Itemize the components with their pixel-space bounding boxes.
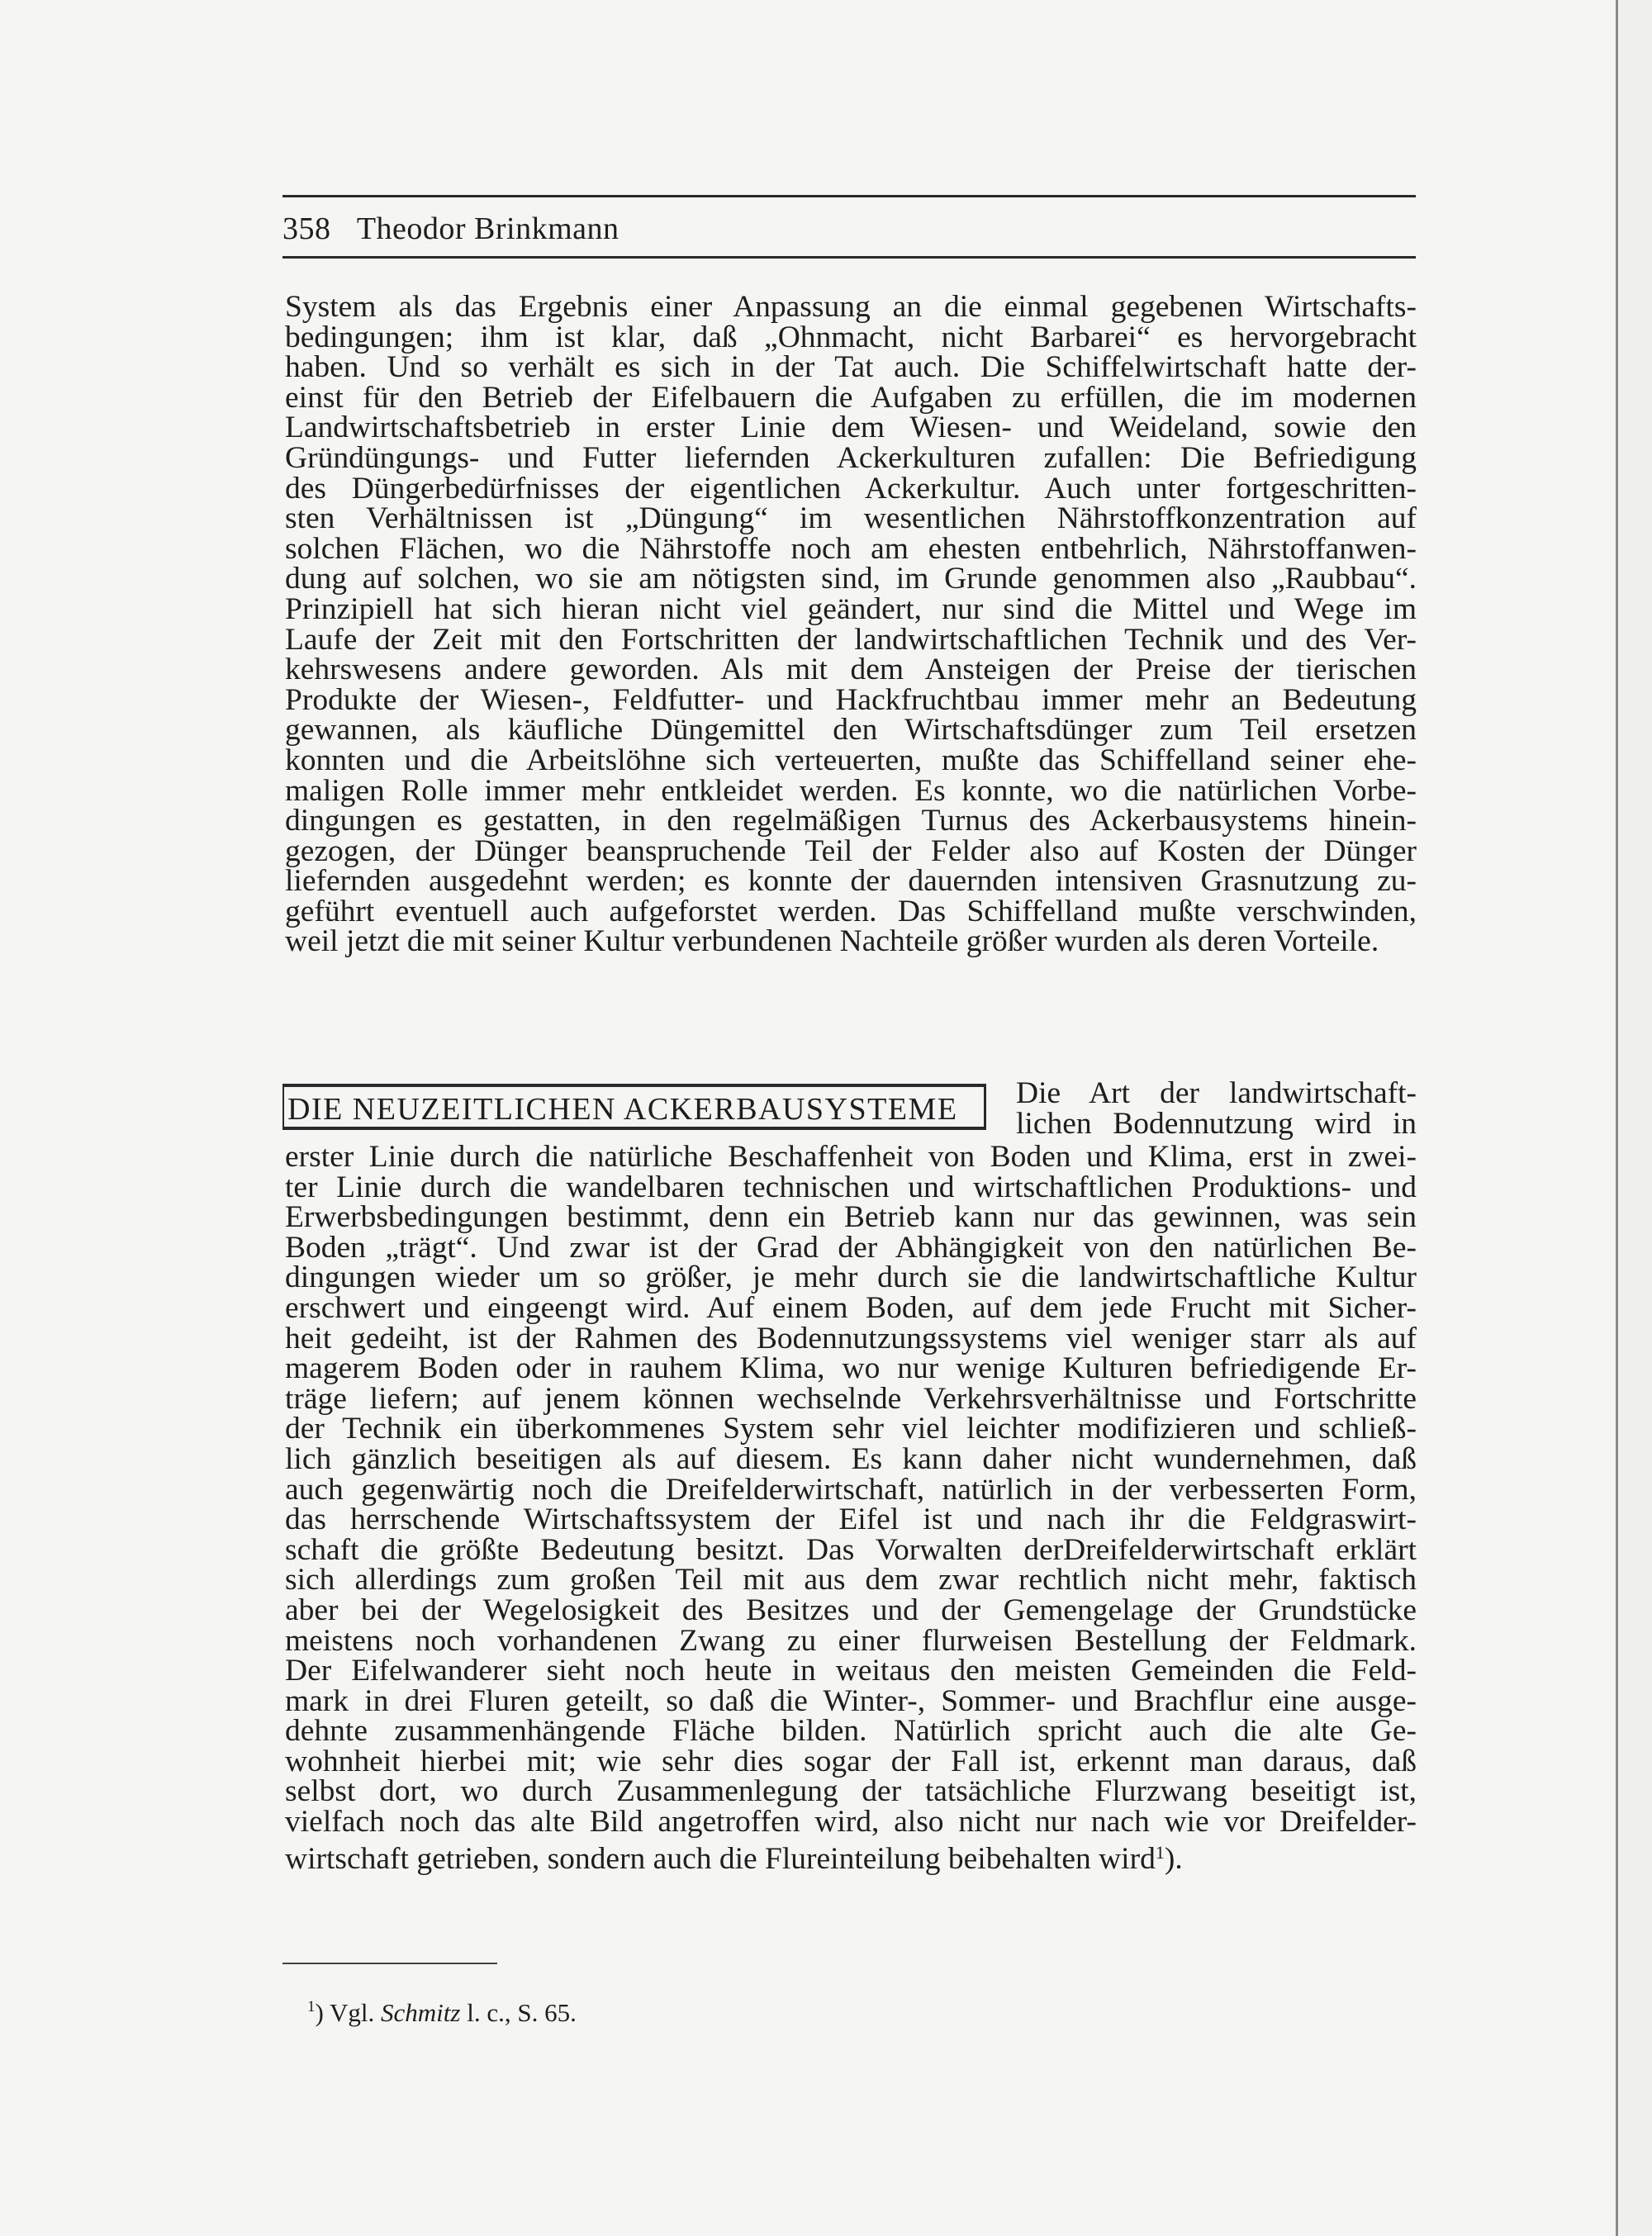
text-line: haben. Und so verhält es sich in der Tat auch. Die Schiffelwirtschaft hatte der-: [285, 350, 1417, 385]
text-line: auch gegenwärtig noch die Dreifelderwirtschaft, natürlich in der verbesserten Form,: [285, 1472, 1417, 1507]
text-line: Erwerbsbedingungen bestimmt, denn ein Betrieb kann nur das gewinnen, was sein: [285, 1200, 1417, 1235]
text-line: ter Linie durch die wandelbaren technischen und wirtschaftlichen Produktions- und: [285, 1170, 1417, 1204]
text-line: bedingungen; ihm ist klar, daß „Ohnmacht, nicht Barbarei“ es hervorgebracht: [285, 320, 1417, 354]
text-line: dingungen es gestatten, in den regelmäßigen Turnus des Ackerbausystems hinein-: [285, 804, 1417, 838]
running-title: Theodor Brinkmann: [356, 211, 620, 246]
footnote-prefix: ) Vgl.: [315, 1998, 382, 2027]
text-line: des Düngerbedürfnisses der eigentlichen Ackerkultur. Auch unter fortgeschritten-: [285, 471, 1417, 506]
footnote-reference: 1: [1155, 1841, 1165, 1863]
section-heading: DIE NEUZEITLICHEN ACKERBAUSYSTEME: [287, 1092, 958, 1127]
footnote-marker: 1: [307, 1998, 316, 2015]
final-line-end: ).: [1164, 1841, 1183, 1876]
text-line: dingungen wieder um so größer, je mehr durch sie die landwirtschaftliche Kultur: [285, 1260, 1417, 1295]
text-line: kehrswesens andere geworden. Als mit dem Ansteigen der Preise der tierischen: [285, 653, 1417, 687]
footnote-rule: [282, 1963, 497, 1964]
text-line: System als das Ergebnis einer Anpassung an die einmal gegebenen Wirtschafts-: [285, 290, 1417, 324]
text-line: wohnheit hierbei mit; wie sehr dies sogar der Fall ist, erkennt man daraus, daß: [285, 1744, 1417, 1778]
page-number: 358: [282, 211, 331, 246]
text-line: der Technik ein überkommenes System sehr viel leichter modifizieren und schließ-: [285, 1412, 1417, 1446]
footnote-suffix: l. c., S. 65.: [460, 1998, 577, 2027]
header-rule-bottom: [282, 256, 1416, 259]
final-line-text: wirtschaft getrieben, sondern auch die Flureinteilung beibehalten wird: [285, 1841, 1156, 1876]
text-line: mark in drei Fluren geteilt, so daß die Winter-, Sommer- und Brachflur eine ausge-: [285, 1683, 1417, 1718]
text-line: lich gänzlich beseitigen als auf diesem. Es kann daher nicht wundernehmen, daß: [285, 1441, 1417, 1476]
text-line: gezogen, der Dünger beanspruchende Teil der Felder also auf Kosten der Dünger: [285, 833, 1417, 868]
adjacent-page-margin: [1618, 0, 1652, 2236]
text-line: schaft die größte Bedeutung besitzt. Das Vorwalten derDreifelderwirtschaft erklärt: [285, 1532, 1417, 1567]
page-edge: [1616, 0, 1618, 2236]
text-line: Laufe der Zeit mit den Fortschritten der landwirtschaftlichen Technik und des Ver-: [285, 622, 1417, 657]
paragraph-ackerbausysteme: [285, 1140, 1417, 1876]
header-rule-top: [282, 195, 1416, 197]
text-line: maligen Rolle immer mehr entkleidet werden. Es konnte, wo die natürlichen Vorbe-: [285, 773, 1417, 808]
text-line: liefernden ausgedehnt werden; es konnte der dauernden intensiven Grasnutzung zu-: [285, 864, 1417, 899]
text-line: träge liefern; auf jenem können wechselnde Verkehrsverhältnisse und Fortschritte: [285, 1381, 1417, 1416]
text-line: weil jetzt die mit seiner Kultur verbundenen Nachteile größer wurden als deren Vorteile.: [285, 924, 1379, 959]
text-line: vielfach noch das alte Bild angetroffen wird, also nicht nur nach wie vor Dreifelder-: [285, 1805, 1417, 1840]
text-line: Gründüngungs- und Futter liefernden Ackerkulturen zufallen: Die Befriedigung: [285, 440, 1417, 475]
running-head: [282, 208, 620, 249]
section-heading-row: [282, 1076, 1417, 1145]
text-line: einst für den Betrieb der Eifelbauern die Aufgaben zu erfüllen, die im modernen: [285, 380, 1417, 415]
text-line: sich allerdings zum großen Teil mit aus dem zwar rechtlich nicht mehr, faktisch: [285, 1563, 1417, 1597]
text-line: Produkte der Wiesen-, Feldfutter- und Hackfruchtbau immer mehr an Bedeutung: [285, 682, 1417, 717]
text-line: heit gedeiht, ist der Rahmen des Bodennutzungssystems viel weniger starr als auf: [285, 1321, 1417, 1355]
text-line: erschwert und eingeengt wird. Auf einem Boden, auf dem jede Frucht mit Sicher-: [285, 1290, 1417, 1325]
text-line: konnten und die Arbeitslöhne sich verteuerten, mußte das Schiffelland seiner ehe-: [285, 743, 1417, 777]
text-line: Boden „trägt“. Und zwar ist der Grad der Abhängigkeit von den natürlichen Be-: [285, 1230, 1417, 1265]
paragraph-schiffelwirtschaft: [285, 292, 1417, 957]
text-line: lichen Bodennutzung wird in: [1016, 1106, 1417, 1141]
text-line: magerem Boden oder in rauhem Klima, wo nur wenige Kulturen befriedigende Er-: [285, 1351, 1417, 1386]
text-line: aber bei der Wegelosigkeit des Besitzes und der Gemengelage der Grundstücke: [285, 1593, 1417, 1627]
text-line-final: [285, 1838, 1417, 1876]
heading-side-text: [1016, 1076, 1417, 1141]
text-line: sten Verhältnissen ist „Düngung“ im wesentlichen Nährstoffkonzentration auf: [285, 501, 1417, 536]
text-line: gewannen, als käufliche Düngemittel den Wirtschaftsdünger zum Teil ersetzen: [285, 713, 1417, 748]
text-line: solchen Flächen, wo die Nährstoffe noch am ehesten entbehrlich, Nährstoffanwen-: [285, 531, 1417, 566]
text-line: Prinzipiell hat sich hieran nicht viel geändert, nur sind die Mittel und Wege im: [285, 591, 1417, 626]
section-heading-box: [282, 1084, 986, 1130]
text-line: dung auf solchen, wo sie am nötigsten sind, im Grunde genommen also „Raubbau“.: [285, 562, 1417, 596]
text-line: dehnte zusammenhängende Fläche bilden. Natürlich spricht auch die alte Ge-: [285, 1714, 1417, 1749]
footnote-author: Schmitz: [381, 1998, 461, 2027]
footnote: [307, 1991, 577, 2029]
text-line: geführt eventuell auch aufgeforstet werden. Das Schiffelland mußte verschwinden,: [285, 894, 1417, 928]
text-line: erster Linie durch die natürliche Beschaffenheit von Boden und Klima, erst in zwei-: [285, 1140, 1417, 1174]
text-line: Der Eifelwanderer sieht noch heute in weitaus den meisten Gemeinden die Feld-: [285, 1654, 1417, 1688]
text-line: selbst dort, wo durch Zusammenlegung der tatsächliche Flurzwang beseitigt ist,: [285, 1774, 1417, 1809]
text-line: Landwirtschaftsbetrieb in erster Linie dem Wiesen- und Weideland, sowie den: [285, 411, 1417, 445]
text-line: meistens noch vorhandenen Zwang zu einer flurweisen Bestellung der Feldmark.: [285, 1623, 1417, 1658]
text-line: Die Art der landwirtschaft-: [1016, 1076, 1417, 1110]
text-line: das herrschende Wirtschaftssystem der Eifel ist und nach ihr die Feldgraswirt-: [285, 1503, 1417, 1537]
